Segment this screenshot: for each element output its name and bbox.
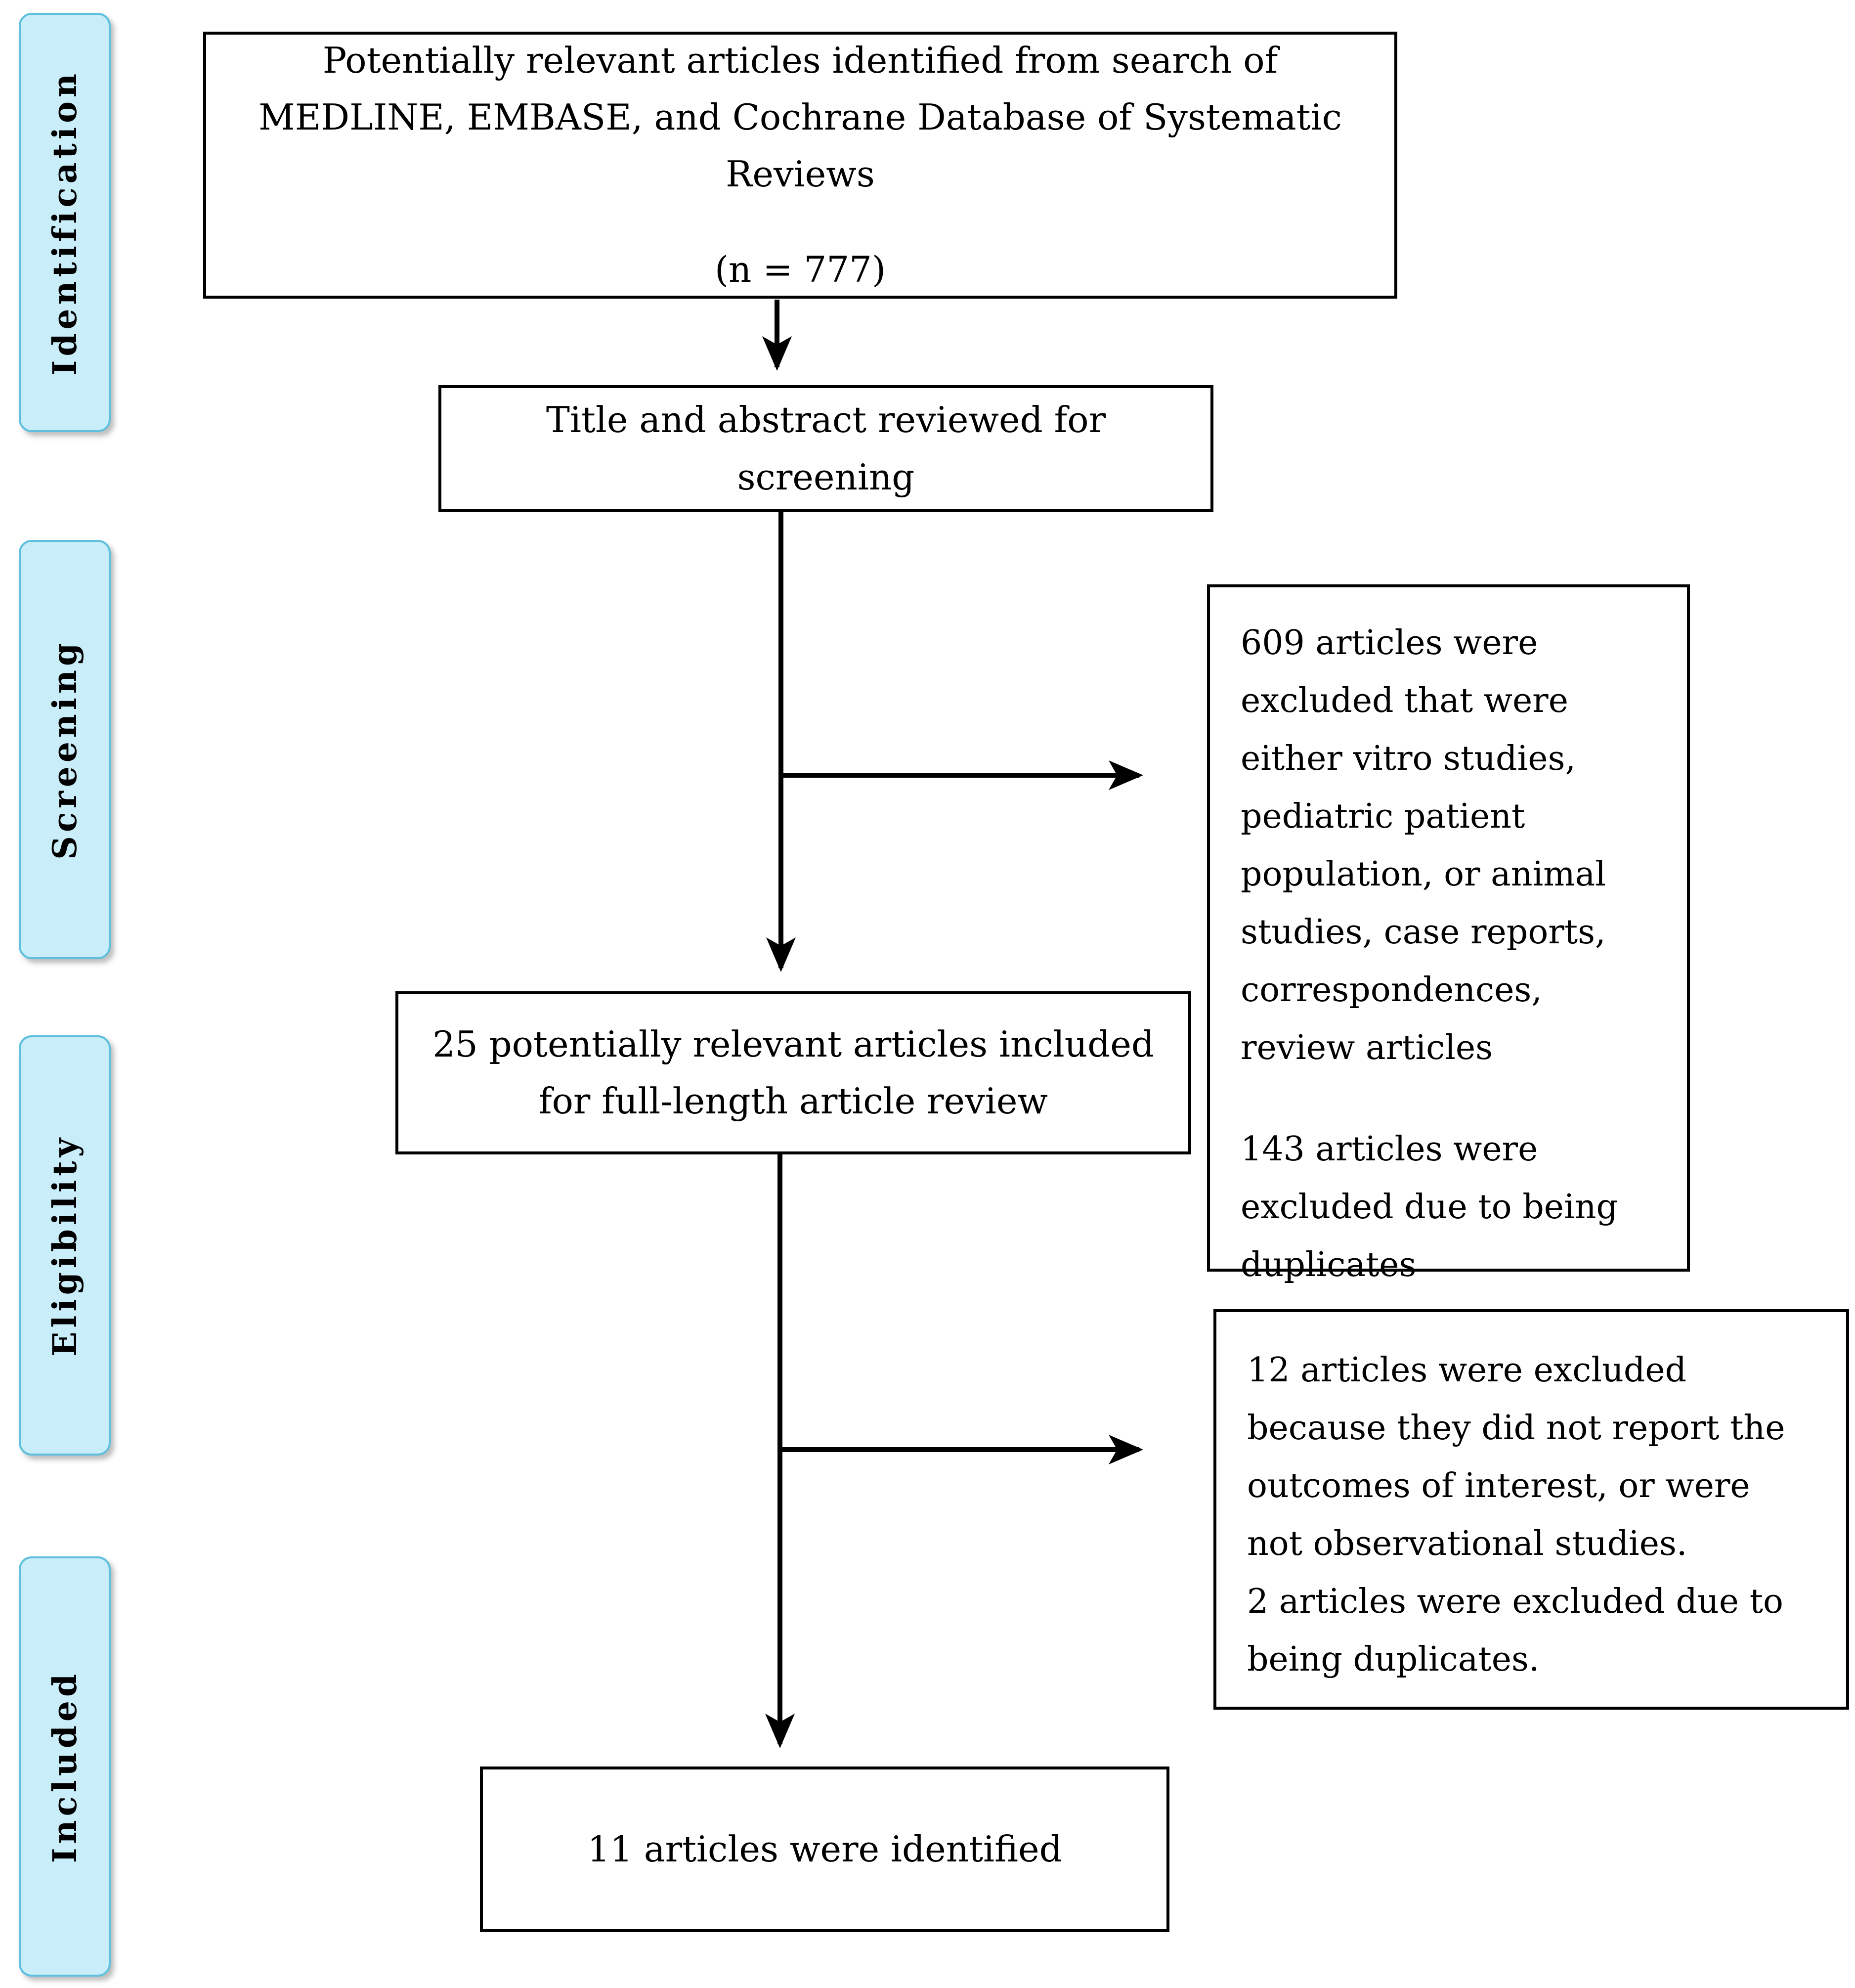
screening-text: Title and abstract reviewed for screening	[546, 399, 1106, 498]
box-screening-exclusions	[1207, 584, 1690, 1284]
identified-articles-text: Potentially relevant articles identified from search of MEDLINE, EMBASE, and Cochrane Database of Systematic Reviews	[259, 39, 1342, 195]
eligibility-exclusion-paragraph-1: 12 articles were excluded because they did not report the outcomes of interest, or were not observational studies.	[1247, 1351, 1785, 1563]
included-articles-text: 11 articles were identified	[587, 1828, 1062, 1870]
stage-label-text: Eligibility	[45, 1134, 84, 1357]
box-title-abstract-screening	[438, 385, 1213, 512]
stage-label-text: Included	[45, 1670, 84, 1863]
screening-exclusion-paragraph-1: 609 articles were excluded that were either vitro studies, pediatric patient population, or animal studies, case reports, correspondences, review articles	[1241, 623, 1606, 1067]
stage-label-included	[19, 1556, 111, 1977]
stage-label-text: Screening	[45, 639, 84, 860]
box-fulltext-review	[395, 991, 1191, 1154]
fulltext-review-text: 25 potentially relevant articles included for full-length article review	[432, 1023, 1154, 1122]
stage-label-identification	[19, 13, 111, 432]
stage-label-screening	[19, 540, 111, 959]
eligibility-exclusion-paragraph-2: 2 articles were excluded due to being duplicates.	[1247, 1582, 1783, 1679]
box-eligibility-exclusions	[1213, 1309, 1849, 1710]
screening-exclusion-paragraph-2: 143 articles were excluded due to being duplicates	[1241, 1129, 1618, 1284]
box-included-articles	[480, 1767, 1169, 1932]
stage-label-text: Identification	[45, 69, 84, 376]
stage-label-eligibility	[19, 1035, 111, 1456]
box-identified-articles	[203, 32, 1397, 299]
identified-articles-count: (n = 777)	[714, 249, 886, 291]
